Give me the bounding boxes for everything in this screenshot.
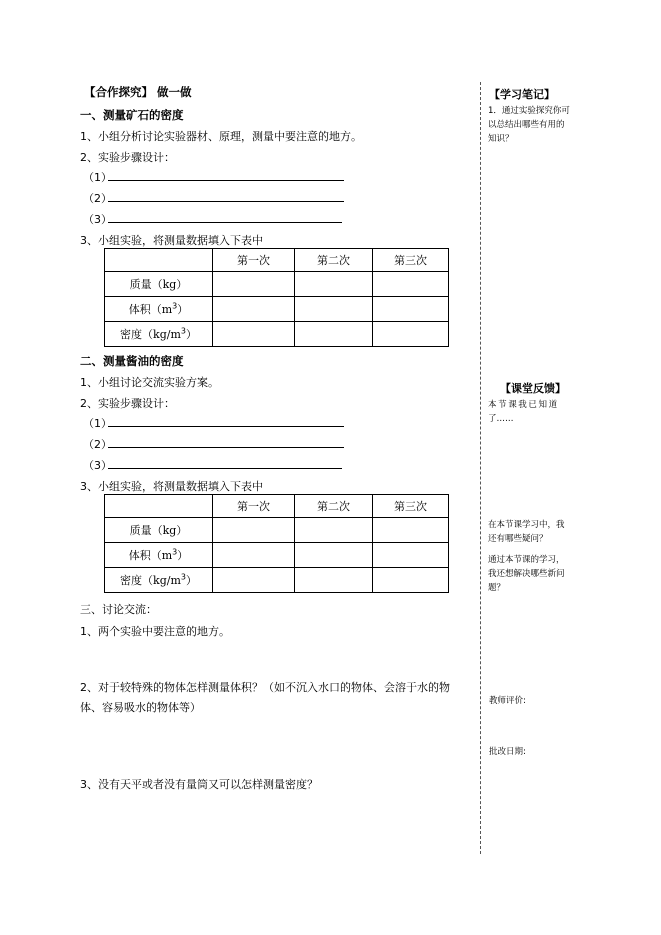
data-cell[interactable] (373, 518, 449, 543)
data-cell[interactable] (213, 272, 295, 297)
data-cell[interactable] (373, 297, 449, 322)
table-row (105, 543, 449, 568)
table-row (105, 568, 449, 593)
row-label-volume: 体积$(m^3)$ (105, 297, 213, 322)
step-2-label: （2） (83, 438, 112, 451)
data-cell[interactable] (213, 568, 295, 593)
column-divider (480, 82, 481, 854)
step-2-label: （2） (83, 192, 112, 205)
notes-title: 【学习笔记】 (489, 88, 555, 101)
s2-item-2: 2、实验步骤设计： (80, 397, 175, 410)
data-cell[interactable] (373, 322, 449, 347)
data-cell[interactable] (213, 322, 295, 347)
row-label-mass: 质量（kg） (105, 272, 213, 297)
step-1-label: （1） (83, 171, 112, 184)
step-2-blank[interactable] (108, 447, 344, 448)
s2-item-3: 3、小组实验，将测量数据填入下表中 (80, 480, 263, 493)
data-cell[interactable] (373, 543, 449, 568)
table-row (105, 272, 449, 297)
notes-text: 1．通过实验探究你可 以总结出哪些有用的 知识？ (488, 106, 570, 144)
data-cell[interactable] (295, 297, 373, 322)
table-header-cell: 第二次 (295, 495, 373, 518)
step-1-label: （1） (83, 417, 112, 430)
step-1-blank[interactable] (108, 180, 344, 181)
s1-item-2: 2、实验步骤设计： (80, 151, 175, 164)
table-row (105, 518, 449, 543)
data-cell[interactable] (373, 568, 449, 593)
question-2-line-2: 体、容易吸水的物体等） (80, 701, 201, 714)
feedback-title: 【课堂反馈】 (500, 382, 566, 395)
section-2-title: 二、测量酱油的密度 (80, 354, 184, 368)
data-cell[interactable] (213, 297, 295, 322)
data-cell[interactable] (295, 272, 373, 297)
grading-date-label: 批改日期: (489, 747, 526, 757)
doubt-text: 在本节课学习中，我 还有哪些疑问？ (488, 520, 565, 544)
solve-text: 通过本节课的学习， 我还想解决哪些新问 题？ (488, 555, 565, 593)
step-2-blank[interactable] (108, 201, 344, 202)
table-header-cell: 第二次 (295, 249, 373, 272)
s2-item-1: 1、小组讨论交流实验方案。 (80, 376, 219, 389)
step-3-label: （3） (83, 213, 112, 226)
table-header-cell (105, 249, 213, 272)
data-cell[interactable] (295, 543, 373, 568)
feedback-text: 本节课我已知道 了…… (488, 400, 559, 424)
data-cell[interactable] (373, 272, 449, 297)
data-cell[interactable] (295, 322, 373, 347)
data-cell[interactable] (295, 518, 373, 543)
table-header-cell: 第一次 (213, 495, 295, 518)
data-cell[interactable] (213, 543, 295, 568)
table-header-cell (105, 495, 213, 518)
row-label-mass: 质量（kg） (105, 518, 213, 543)
question-3: 3、没有天平或者没有量筒又可以怎样测量密度？ (80, 778, 318, 791)
table-row (105, 297, 449, 322)
table-row (105, 322, 449, 347)
data-cell[interactable] (213, 518, 295, 543)
data-table-ore (104, 248, 449, 347)
table-header-cell: 第三次 (373, 249, 449, 272)
data-table-soy-sauce (104, 494, 449, 593)
question-1: 1、两个实验中要注意的地方。 (80, 625, 230, 638)
section-heading: 【合作探究】 做一做 (84, 85, 192, 99)
s1-item-1: 1、小组分析讨论实验器材、原理，测量中要注意的地方。 (80, 130, 362, 143)
step-3-blank[interactable] (108, 222, 342, 223)
step-3-blank[interactable] (108, 468, 342, 469)
teacher-evaluation-label: 教师评价: (489, 696, 526, 706)
step-3-label: （3） (83, 459, 112, 472)
step-1-blank[interactable] (108, 426, 344, 427)
row-label-volume: 体积$(m^3)$ (105, 543, 213, 568)
section-1-title: 一、测量矿石的密度 (80, 108, 184, 122)
table-header-cell: 第一次 (213, 249, 295, 272)
question-2-line-1: 2、对于较特殊的物体怎样测量体积？（如不沉入水口的物体、会溶于水的物 (80, 681, 450, 694)
data-cell[interactable] (295, 568, 373, 593)
row-label-density: 密度$(kg/m^3)$ (105, 322, 213, 347)
section-3-title: 三、讨论交流： (80, 603, 157, 616)
s1-item-3: 3、小组实验，将测量数据填入下表中 (80, 234, 263, 247)
table-header-cell: 第三次 (373, 495, 449, 518)
row-label-density: 密度$(kg/m^3)$ (105, 568, 213, 593)
